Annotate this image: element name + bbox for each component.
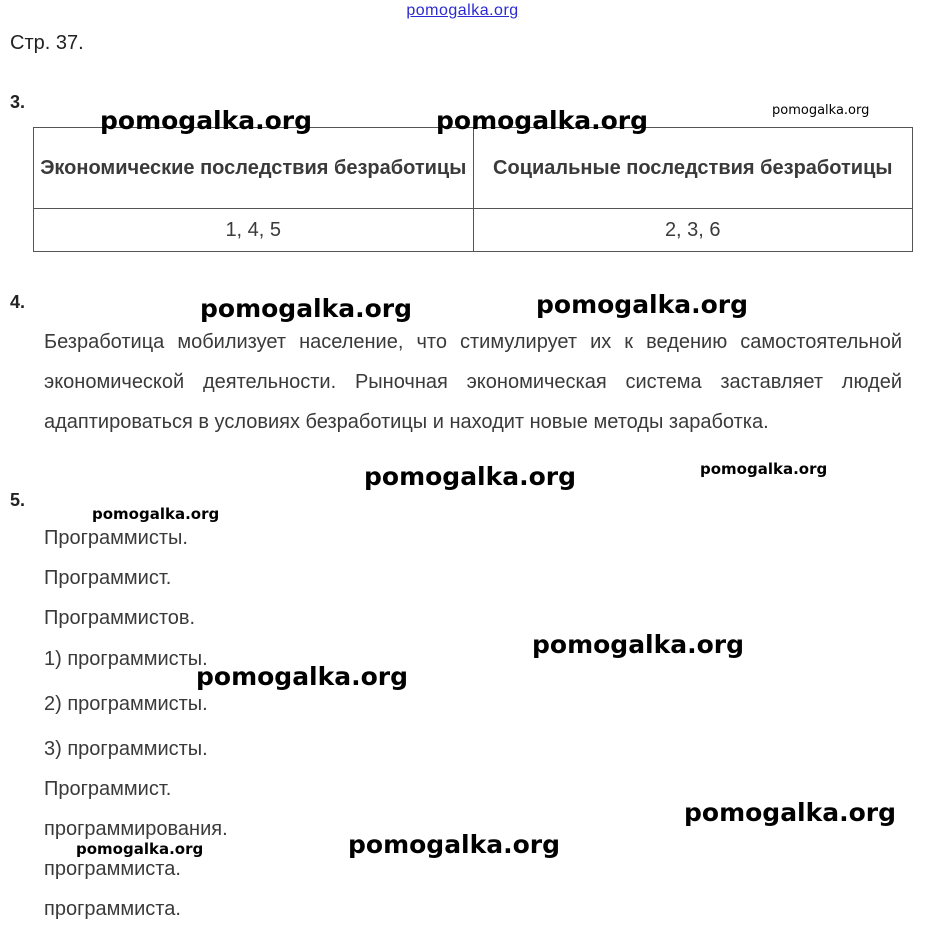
watermark: pomogalka.org <box>364 462 577 491</box>
question-3-number: 3. <box>10 92 26 112</box>
answer-line: Программист. <box>44 567 172 589</box>
table-cell-economic: 1, 4, 5 <box>34 209 474 252</box>
answer-line: Программист. <box>44 778 172 800</box>
table-cell-social: 2, 3, 6 <box>473 209 913 252</box>
watermark: pomogalka.org <box>436 106 649 135</box>
question-5-number: 5. <box>10 490 26 510</box>
top-watermark-link[interactable]: pomogalka.org <box>406 2 519 19</box>
answer-line: 3) программисты. <box>44 738 208 760</box>
watermark: pomogalka.org <box>536 290 749 319</box>
watermark: pomogalka.org <box>92 505 220 523</box>
answer-line: программиста. <box>44 898 181 920</box>
watermark: pomogalka.org <box>700 460 828 478</box>
answer-line: программирования. <box>44 818 228 840</box>
table-header-economic: Экономические последствия безработицы <box>34 128 474 209</box>
answer-line: Программисты. <box>44 527 188 549</box>
answer-line: 1) программисты. <box>44 648 208 670</box>
answer-line: программиста. <box>44 858 181 880</box>
table-row <box>34 209 913 252</box>
watermark: pomogalka.org <box>196 662 409 691</box>
consequences-table <box>33 127 913 252</box>
watermark: pomogalka.org <box>684 798 897 827</box>
table-header-social: Социальные последствия безработицы <box>473 128 913 209</box>
question-4-answer-text: Безработица мобилизует население, что стимулирует их к ведению самостоятельной экономической деятельности. Рыночная экономическая система заставляет людей адаптироваться в условиях безработицы и находит новые методы заработка. <box>44 331 902 433</box>
watermark: pomogalka.org <box>76 840 204 858</box>
table-header-row <box>34 128 913 209</box>
answer-line: 2) программисты. <box>44 693 208 715</box>
page-reference: Стр. 37. <box>10 32 84 54</box>
question-4-number: 4. <box>10 292 26 312</box>
watermark: pomogalka.org <box>772 103 870 118</box>
watermark: pomogalka.org <box>200 294 413 323</box>
watermark: pomogalka.org <box>348 830 561 859</box>
watermark: pomogalka.org <box>532 630 745 659</box>
watermark: pomogalka.org <box>100 106 313 135</box>
answer-line: Программистов. <box>44 607 196 629</box>
